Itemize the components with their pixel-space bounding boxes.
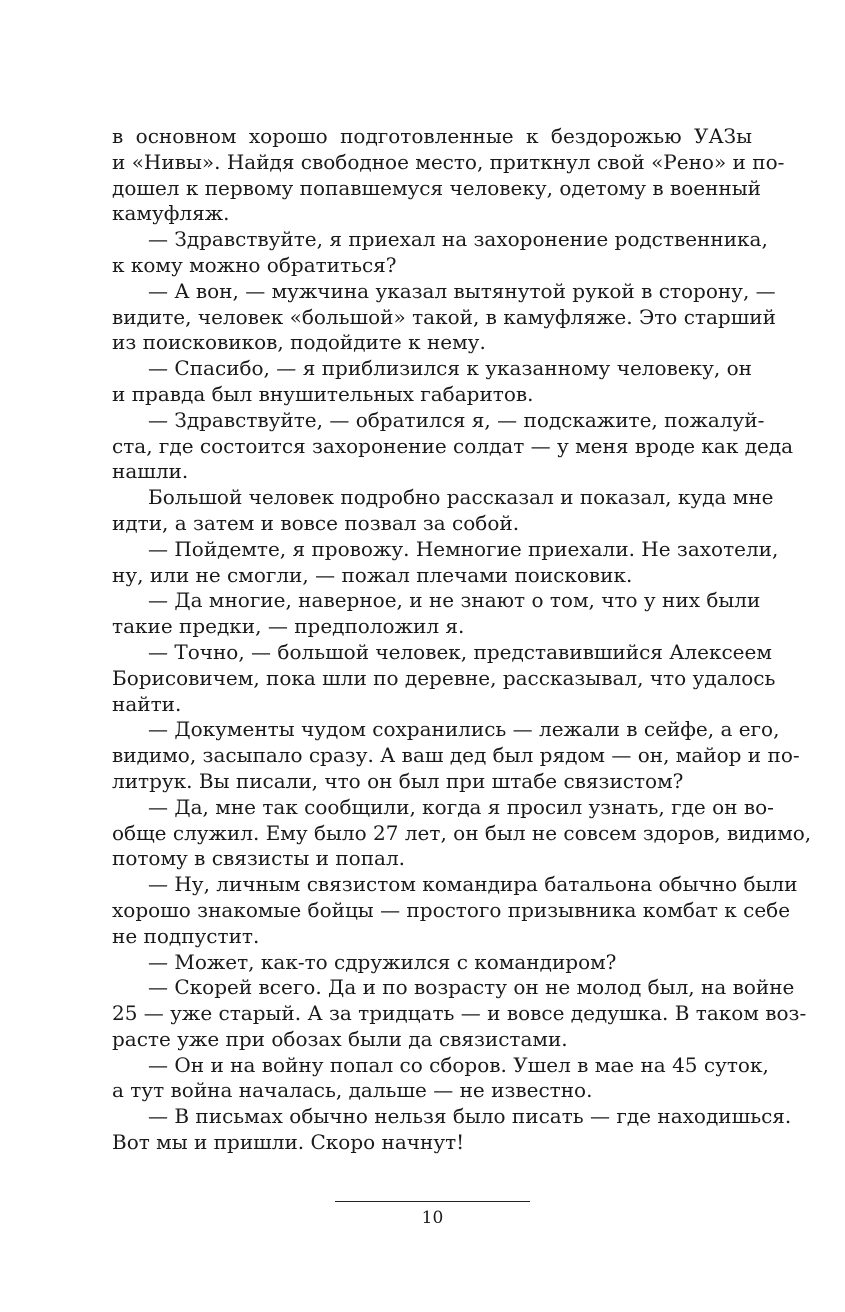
text-line: найти.	[112, 691, 182, 716]
text-line: — Документы чудом сохранились — лежали в сейфе, а его,	[148, 717, 780, 742]
text-line: видите, человек «большой» такой, в камуфляже. Это старший	[112, 304, 776, 329]
text-line: такие предки, — предположил я.	[112, 614, 465, 639]
text-line: и правда был внушительных габаритов.	[112, 381, 534, 406]
text-line: Вот мы и пришли. Скоро начнут!	[112, 1130, 465, 1155]
footer-divider	[335, 1201, 530, 1202]
text-line: идти, а затем и вовсе позвал за собой.	[112, 510, 520, 535]
text-line: обще служил. Ему было 27 лет, он был не совсем здоров, видимо,	[112, 820, 812, 845]
text-line: — А вон, — мужчина указал вытянутой рукой в сторону, —	[148, 278, 776, 303]
text-line: литрук. Вы писали, что он был при штабе связистом?	[112, 768, 684, 793]
text-line: Большой человек подробно рассказал и показал, куда мне	[148, 485, 774, 510]
text-line: — Скорей всего. Да и по возрасту он не молод был, на войне	[148, 975, 795, 1000]
text-line: — Может, как-то сдружился с командиром?	[148, 949, 617, 974]
text-line: видимо, засыпало сразу. А ваш дед был рядом — он, майор и по-	[112, 743, 800, 768]
text-line: — Да, мне так сообщили, когда я просил узнать, где он во-	[148, 794, 774, 819]
text-line: ну, или не смогли, — пожал плечами поисковик.	[112, 562, 633, 587]
text-line: — Пойдемте, я провожу. Немногие приехали. Не захотели,	[148, 536, 779, 561]
text-line: из поисковиков, подойдите к нему.	[112, 330, 486, 355]
text-line: — Да многие, наверное, и не знают о том, что у них были	[148, 588, 761, 613]
text-line: а тут война началась, дальше — не известно.	[112, 1078, 593, 1103]
page-number: 10	[421, 1208, 444, 1228]
text-line: потому в связисты и попал.	[112, 846, 406, 871]
text-line: нашли.	[112, 459, 189, 484]
text-line: — Здравствуйте, я приехал на захоронение родственника,	[148, 227, 768, 252]
text-line: — Он и на войну попал со сборов. Ушел в мае на 45 суток,	[148, 1052, 769, 1077]
text-line: — Ну, личным связистом командира батальона обычно были	[148, 872, 798, 897]
text-line: хорошо знакомые бойцы — простого призывника комбат к себе	[112, 897, 791, 922]
text-line: — Спасибо, — я приблизился к указанному человеку, он	[148, 356, 752, 381]
text-line: дошел к первому попавшемуся человеку, одетому в военный	[112, 175, 761, 200]
text-line: — Здравствуйте, — обратился я, — подскажите, пожалуй-	[148, 407, 765, 432]
text-line: не подпустит.	[112, 923, 260, 948]
text-line: в основном хорошо подготовленные к бездорожью УАЗы	[112, 124, 752, 148]
text-line: и «Нивы». Найдя свободное место, приткнул свой «Рено» и по-	[112, 149, 785, 174]
page-body-text	[112, 124, 812, 1156]
text-line: к кому можно обратиться?	[112, 252, 397, 277]
text-line: Борисовичем, пока шли по деревне, рассказывал, что удалось	[112, 665, 776, 690]
text-line: расте уже при обозах были да связистами.	[112, 1026, 568, 1051]
text-line: 25 — уже старый. А за тридцать — и вовсе дедушка. В таком воз-	[112, 1001, 807, 1026]
text-line: — В письмах обычно нельзя было писать — где находишься.	[148, 1104, 792, 1129]
text-line: ста, где состоится захоронение солдат — у меня вроде как деда	[112, 433, 794, 458]
text-line: камуфляж.	[112, 201, 230, 226]
text-line: — Точно, — большой человек, представившийся Алексеем	[148, 639, 772, 664]
